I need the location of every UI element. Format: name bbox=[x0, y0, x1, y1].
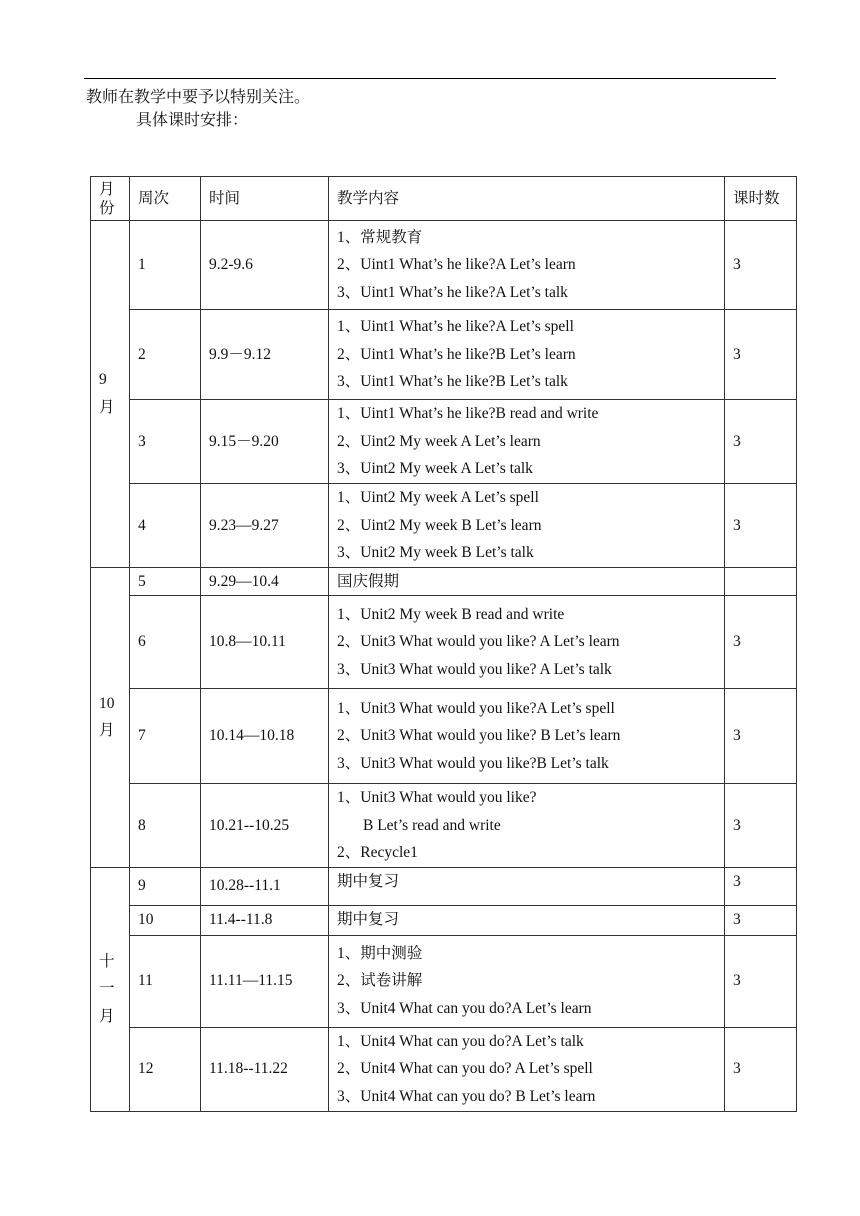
content-cell: 1、Unit2 My week B read and write 2、Unit3 What would you like? A Let’s learn 3、Unit3 What would you like? A Let’s talk bbox=[329, 596, 725, 689]
table-row bbox=[91, 596, 797, 689]
content-cell: 1、Uint1 What’s he like?A Let’s spell 2、Uint1 What’s he like?B Let’s learn 3、Uint1 What’s he like?B Let’s talk bbox=[329, 310, 725, 400]
table-header-row bbox=[91, 177, 797, 221]
table-row bbox=[91, 784, 797, 868]
month-cell-september: 9 月 bbox=[91, 221, 130, 568]
hours-cell: 3 bbox=[725, 400, 797, 484]
week-cell: 2 bbox=[130, 310, 201, 400]
content-cell: 1、Unit3 What would you like?A Let’s spell 2、Unit3 What would you like? B Let’s learn 3、Unit3 What would you like?B Let’s talk bbox=[329, 689, 725, 784]
week-cell: 1 bbox=[130, 221, 201, 310]
hours-cell: 3 bbox=[725, 784, 797, 868]
hours-cell: 3 bbox=[725, 905, 797, 935]
hours-cell: 3 bbox=[725, 221, 797, 310]
time-cell: 11.4--11.8 bbox=[201, 905, 329, 935]
table-row bbox=[91, 484, 797, 568]
week-cell: 11 bbox=[130, 935, 201, 1027]
week-cell: 7 bbox=[130, 689, 201, 784]
header-month: 月 份 bbox=[91, 177, 130, 221]
table-row bbox=[91, 935, 797, 1027]
week-cell: 4 bbox=[130, 484, 201, 568]
time-cell: 11.18--11.22 bbox=[201, 1027, 329, 1111]
header-time: 时间 bbox=[201, 177, 329, 221]
month-cell-october: 10 月 bbox=[91, 567, 130, 867]
time-cell: 9.29—10.4 bbox=[201, 567, 329, 596]
hours-cell: 3 bbox=[725, 484, 797, 568]
time-cell: 10.28--11.1 bbox=[201, 867, 329, 905]
header-content: 教学内容 bbox=[329, 177, 725, 221]
time-cell: 9.15－9.20 bbox=[201, 400, 329, 484]
week-cell: 3 bbox=[130, 400, 201, 484]
hours-cell: 3 bbox=[725, 310, 797, 400]
content-cell: 1、常规教育 2、Uint1 What’s he like?A Let’s learn 3、Uint1 What’s he like?A Let’s talk bbox=[329, 221, 725, 310]
week-cell: 8 bbox=[130, 784, 201, 868]
table-row bbox=[91, 567, 797, 596]
content-cell: 期中复习 bbox=[329, 905, 725, 935]
table-row bbox=[91, 221, 797, 310]
time-cell: 10.21--10.25 bbox=[201, 784, 329, 868]
time-cell: 9.23—9.27 bbox=[201, 484, 329, 568]
time-cell: 11.11—11.15 bbox=[201, 935, 329, 1027]
table-row bbox=[91, 400, 797, 484]
header-rule bbox=[84, 78, 776, 79]
week-cell: 10 bbox=[130, 905, 201, 935]
table-row bbox=[91, 1027, 797, 1111]
content-cell: 1、Unit3 What would you like? B Let’s read and write 2、Recycle1 bbox=[329, 784, 725, 868]
time-cell: 9.9－9.12 bbox=[201, 310, 329, 400]
content-cell: 1、Uint2 My week A Let’s spell 2、Uint2 My week B Let’s learn 3、Unit2 My week B Let’s talk bbox=[329, 484, 725, 568]
time-cell: 9.2-9.6 bbox=[201, 221, 329, 310]
content-cell: 1、Unit4 What can you do?A Let’s talk 2、Unit4 What can you do? A Let’s spell 3、Unit4 What can you do? B Let’s learn bbox=[329, 1027, 725, 1111]
week-cell: 9 bbox=[130, 867, 201, 905]
week-cell: 12 bbox=[130, 1027, 201, 1111]
header-week: 周次 bbox=[130, 177, 201, 221]
intro-text: 教师在教学中要予以特别关注。 bbox=[86, 89, 311, 106]
schedule-table bbox=[90, 176, 797, 1112]
week-cell: 5 bbox=[130, 567, 201, 596]
hours-cell: 3 bbox=[725, 935, 797, 1027]
hours-cell bbox=[725, 567, 797, 596]
content-cell: 1、Uint1 What’s he like?B read and write 2、Uint2 My week A Let’s learn 3、Uint2 My week A Let’s talk bbox=[329, 400, 725, 484]
week-cell: 6 bbox=[130, 596, 201, 689]
hours-cell: 3 bbox=[725, 867, 797, 905]
content-cell: 国庆假期 bbox=[329, 567, 725, 596]
header-hours: 课时数 bbox=[725, 177, 797, 221]
month-cell-november: 十 一 月 bbox=[91, 867, 130, 1111]
content-cell: 1、期中测验 2、试卷讲解 3、Unit4 What can you do?A Let’s learn bbox=[329, 935, 725, 1027]
time-cell: 10.8—10.11 bbox=[201, 596, 329, 689]
table-row bbox=[91, 905, 797, 935]
table-row bbox=[91, 310, 797, 400]
schedule-heading: 具体课时安排： bbox=[136, 112, 249, 129]
time-cell: 10.14—10.18 bbox=[201, 689, 329, 784]
hours-cell: 3 bbox=[725, 689, 797, 784]
content-cell: 期中复习 bbox=[329, 867, 725, 905]
hours-cell: 3 bbox=[725, 596, 797, 689]
hours-cell: 3 bbox=[725, 1027, 797, 1111]
table-row bbox=[91, 689, 797, 784]
table-row bbox=[91, 867, 797, 905]
